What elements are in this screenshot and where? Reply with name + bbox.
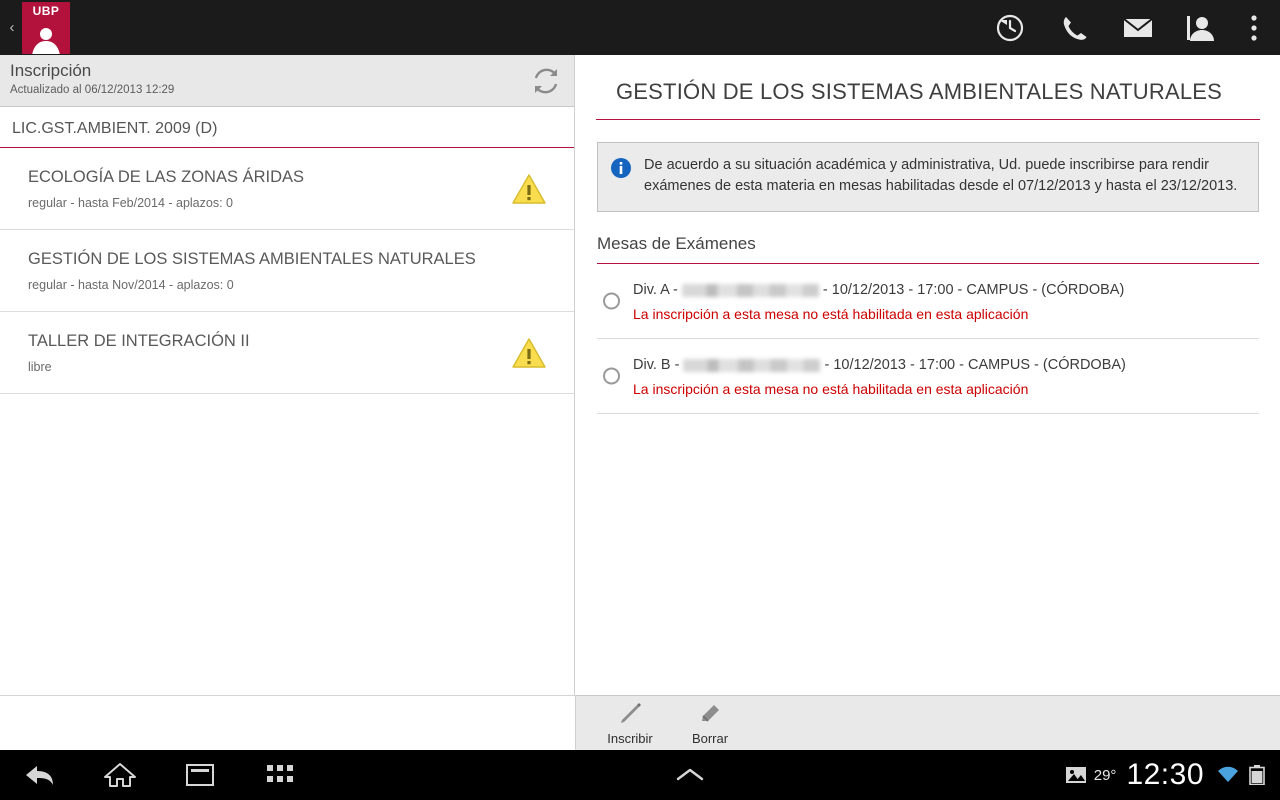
subject-meta: regular - hasta Feb/2014 - aplazos: 0 bbox=[28, 196, 233, 210]
borrar-action[interactable] bbox=[670, 696, 750, 746]
info-banner-text: De acuerdo a su situación académica y administrativa, Ud. puede inscribirse para rendir exámenes de esta materia en mesas habilitadas desde el 07/12/2013 y hasta el 23/12/2013. bbox=[644, 157, 1238, 194]
person-logo-icon bbox=[29, 26, 63, 54]
system-navigation-bar bbox=[0, 750, 1280, 800]
exam-table-warning: La inscripción a esta mesa no está habilitada en esta aplicación bbox=[633, 306, 1029, 322]
subject-meta: libre bbox=[28, 360, 52, 374]
subject-name: TALLER DE INTEGRACIÓN II bbox=[28, 332, 250, 350]
exam-table-row[interactable] bbox=[597, 339, 1259, 414]
inscribir-action-label: Inscribir bbox=[607, 731, 653, 746]
phone-icon[interactable] bbox=[1042, 0, 1106, 55]
exam-table-radio[interactable] bbox=[603, 368, 620, 385]
overflow-menu-icon[interactable] bbox=[1234, 0, 1274, 55]
exam-table-prefix: Div. B - bbox=[633, 357, 684, 373]
eraser-icon bbox=[670, 698, 750, 730]
pencil-icon bbox=[590, 698, 670, 730]
status-area[interactable] bbox=[1060, 750, 1280, 800]
warning-icon bbox=[512, 337, 546, 369]
subject-list-item[interactable] bbox=[0, 148, 574, 230]
nav-recents-button[interactable] bbox=[160, 750, 240, 800]
clock-label: 12:30 bbox=[1126, 758, 1205, 791]
action-bar-icons bbox=[978, 0, 1280, 55]
exam-table-hidden-name bbox=[683, 359, 820, 372]
up-navigation-icon[interactable]: ‹ bbox=[9, 19, 15, 36]
refresh-icon[interactable] bbox=[530, 65, 562, 97]
image-icon bbox=[1065, 766, 1087, 784]
app-logo[interactable] bbox=[22, 2, 70, 54]
subject-list-item[interactable] bbox=[0, 312, 574, 394]
temperature-label: 29° bbox=[1093, 766, 1117, 784]
contacts-icon[interactable] bbox=[1170, 0, 1234, 55]
exam-table-radio[interactable] bbox=[603, 293, 620, 310]
exam-table-suffix: - 10/12/2013 - 17:00 - CAMPUS - (CÓRDOBA) bbox=[818, 282, 1125, 298]
exam-table-hidden-name bbox=[682, 284, 819, 297]
nav-back-button[interactable] bbox=[0, 750, 80, 800]
subject-detail-pane bbox=[576, 55, 1280, 750]
subject-meta: regular - hasta Nov/2014 - aplazos: 0 bbox=[28, 278, 234, 292]
borrar-action-label: Borrar bbox=[691, 731, 729, 746]
career-header: LIC.GST.AMBIENT. 2009 (D) bbox=[0, 107, 574, 148]
last-updated-label: Actualizado al 06/12/2013 12:29 bbox=[10, 84, 175, 96]
subject-name: GESTIÓN DE LOS SISTEMAS AMBIENTALES NATURALES bbox=[28, 250, 476, 268]
inscription-list-pane bbox=[0, 55, 575, 750]
exam-table-info bbox=[633, 280, 1259, 300]
notifications-expand-button[interactable] bbox=[650, 750, 730, 800]
warning-icon bbox=[512, 173, 546, 205]
app-action-bar bbox=[0, 0, 1280, 55]
exam-table-warning: La inscripción a esta mesa no está habilitada en esta aplicación bbox=[633, 381, 1029, 397]
exam-table-row[interactable] bbox=[597, 264, 1259, 339]
nav-apps-button[interactable] bbox=[240, 750, 320, 800]
left-pane-footer bbox=[0, 695, 576, 750]
nav-home-button[interactable] bbox=[80, 750, 160, 800]
exam-tables-section-title: Mesas de Exámenes bbox=[597, 234, 1259, 264]
exam-table-info bbox=[633, 355, 1259, 375]
page-title: Inscripción bbox=[10, 61, 92, 80]
inscribir-action[interactable] bbox=[590, 696, 670, 746]
info-icon bbox=[610, 157, 632, 179]
mail-icon[interactable] bbox=[1106, 0, 1170, 55]
wifi-icon bbox=[1217, 766, 1239, 784]
info-banner bbox=[597, 142, 1259, 212]
exam-table-suffix: - 10/12/2013 - 17:00 - CAMPUS - (CÓRDOBA) bbox=[820, 357, 1126, 373]
inscription-header bbox=[0, 55, 574, 107]
detail-action-bar bbox=[576, 695, 1280, 750]
history-icon[interactable] bbox=[978, 0, 1042, 55]
detail-title: GESTIÓN DE LOS SISTEMAS AMBIENTALES NATURALES bbox=[596, 55, 1260, 120]
exam-table-prefix: Div. A - bbox=[633, 282, 682, 298]
subject-name: ECOLOGÍA DE LAS ZONAS ÁRIDAS bbox=[28, 168, 304, 186]
app-logo-label: UBP bbox=[32, 3, 60, 18]
battery-icon bbox=[1249, 765, 1265, 785]
subject-list-item[interactable] bbox=[0, 230, 574, 312]
